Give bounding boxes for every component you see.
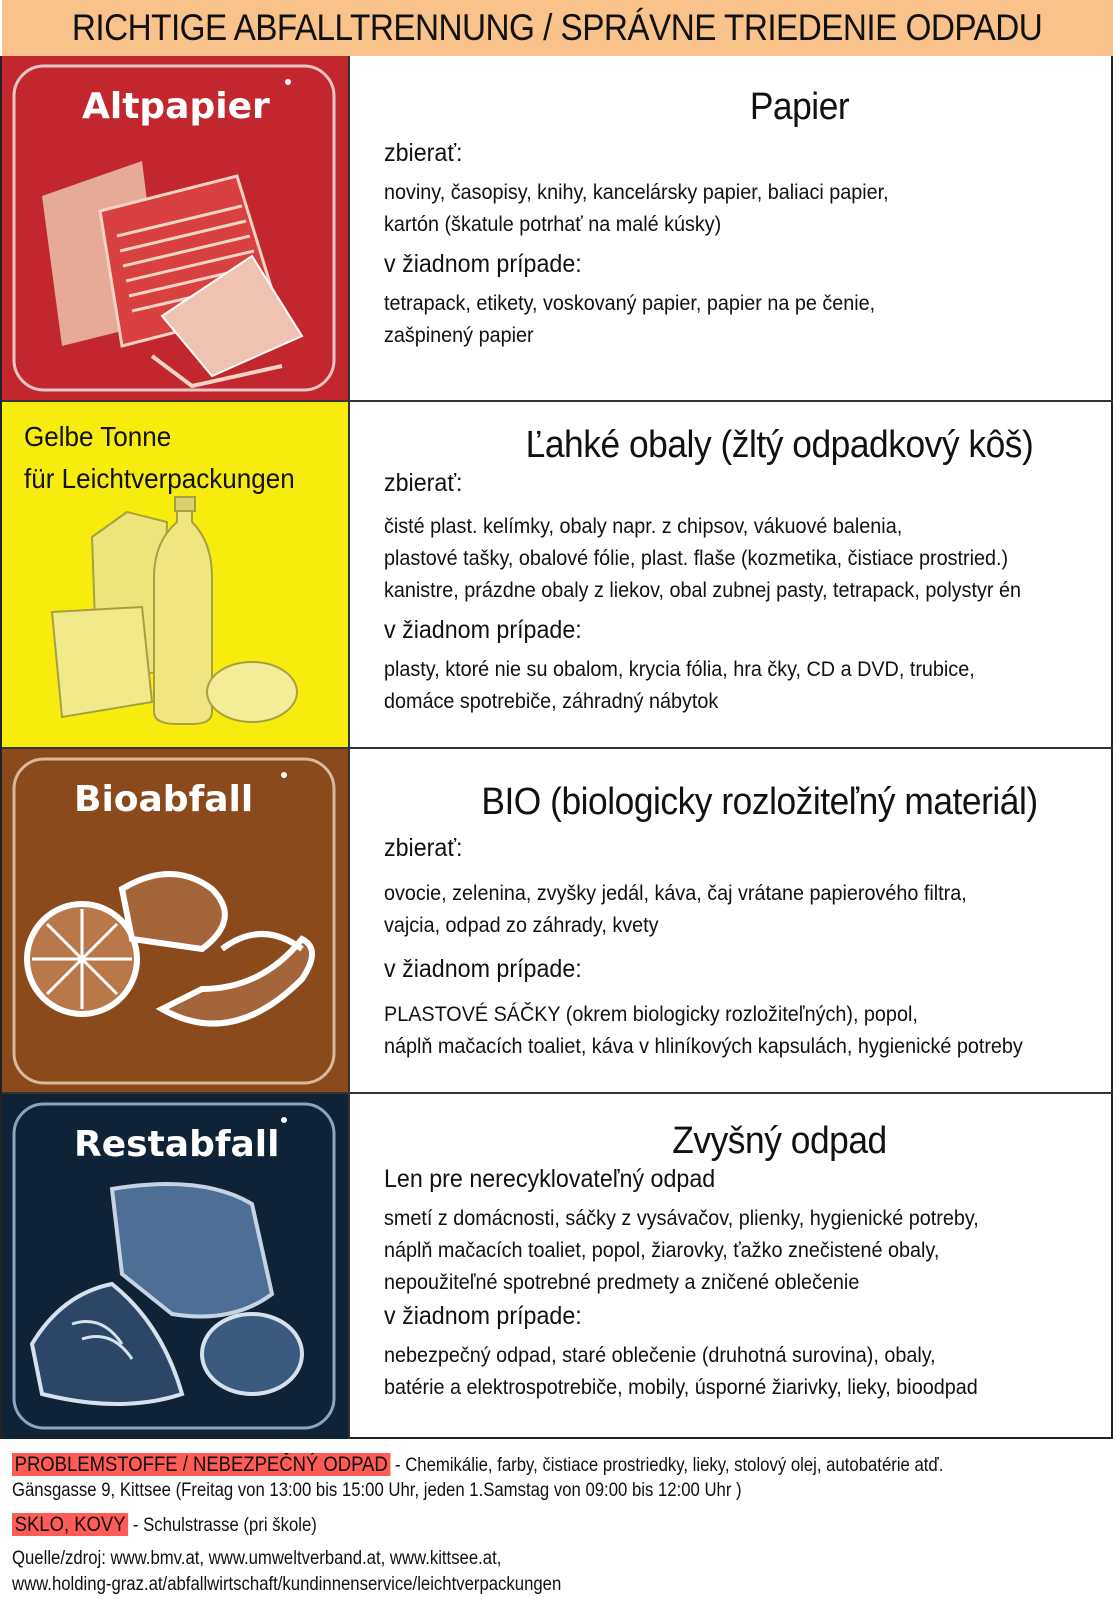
rest-never-label: v žiadnom prípade:	[384, 1302, 582, 1330]
rest-collect-label: Len pre nerecyklovateľný odpad	[384, 1165, 716, 1193]
paper-collect-label: zbierať:	[384, 139, 463, 167]
glass-line	[12, 1512, 980, 1538]
light-packaging-panel	[348, 402, 1113, 747]
bio-never-text: PLASTOVÉ SÁČKY (okrem biologicky rozložiteľných), popol, náplň mačacích toaliet, káva v hliníkových kapsulách, hygienické potreby	[384, 1002, 1023, 1058]
glass-text: - Schulstrasse (pri škole)	[128, 1515, 317, 1536]
light-packaging-collect-label: zbierať:	[384, 469, 463, 497]
paper-title: Papier	[749, 86, 850, 128]
altpapier-icon-label: Altpapier	[82, 86, 270, 127]
source-line-2: www.holding-graz.at/abfallwirtschaft/kundinnenservice/leichtverpackungen	[12, 1574, 562, 1595]
bio-collect-text: ovocie, zelenina, zvyšky jedál, káva, čaj vrátane papierového filtra, vajcia, odpad zo záhrady, kvety	[384, 881, 967, 937]
hazard-line	[12, 1452, 980, 1478]
hazard-text: - Chemikálie, farby, čistiace prostriedky, lieky, stolový olej, autobatérie atď.	[390, 1455, 944, 1476]
paper-never-label: v žiadnom prípade:	[384, 250, 582, 278]
light-packaging-never-text: plasty, ktoré nie su obalom, krycia fólia, hra čky, CD a DVD, trubice, domáce spotrebiče, záhradný nábytok	[384, 657, 975, 713]
glass-label: SKLO, KOVY	[12, 1513, 128, 1536]
bio-collect-label: zbierať:	[384, 834, 463, 862]
waste-table	[0, 56, 1113, 1439]
bioabfall-icon-label: Bioabfall	[74, 779, 254, 820]
hazard-label: PROBLEMSTOFFE / NEBEZPEČNÝ ODPAD	[12, 1453, 390, 1476]
light-packaging-row	[2, 402, 1113, 749]
footer	[12, 1452, 1112, 1598]
paper-row	[2, 56, 1113, 402]
restabfall-icon-label: Restabfall	[74, 1124, 280, 1165]
light-packaging-collect-text: čisté plast. kelímky, obaly napr. z chipsov, vákuové balenia, plastové tašky, obalové fólie, plast. flaše (kozmetika, čistiace prostried.) kanistre, prázdne obaly z liekov, obal zubnej pasty, tetrapack, polystyr én	[384, 514, 1021, 602]
bio-panel	[348, 749, 1113, 1092]
gelbe-tonne-label: Gelbe Tonne für Leichtverpackungen	[24, 421, 295, 494]
source-line-1: Quelle/zdroj: www.bmv.at, www.umweltverband.at, www.kittsee.at,	[12, 1548, 502, 1569]
plastic-bottle-icon	[2, 402, 348, 747]
hazard-address: Gänsgasse 9, Kittsee (Freitag von 13:00 bis 15:00 Uhr, jeden 1.Samstag von 09:00 bis 12:00 Uhr )	[12, 1480, 742, 1501]
rest-panel	[348, 1094, 1113, 1439]
rest-never-text: nebezpečný odpad, staré oblečenie (druhotná surovina), obaly, batérie a elektrospotrebiče, mobily, úsporné žiarivky, lieky, bioodpad	[384, 1343, 978, 1399]
light-packaging-never-label: v žiadnom prípade:	[384, 616, 582, 644]
page-title: RICHTIGE ABFALLTRENNUNG / SPRÁVNE TRIEDENIE ODPADU	[72, 7, 1043, 48]
bio-title: BIO (biologicky rozložiteľný materiál)	[481, 781, 1038, 823]
rest-collect-text: smetí z domácnosti, sáčky z vysávačov, plienky, hygienické potreby, náplň mačacích toaliet, popol, žiarovky, ťažko znečistené obaly, nepoužiteľné spotrebné predmety a zničené oblečenie	[384, 1206, 979, 1294]
shoe-diaper-icon	[2, 1094, 348, 1439]
rest-row	[2, 1094, 1113, 1439]
bio-never-label: v žiadnom prípade:	[384, 955, 582, 983]
bio-row	[2, 749, 1113, 1094]
newspaper-icon	[2, 56, 348, 400]
food-scraps-icon	[2, 749, 348, 1092]
header-bar	[2, 0, 1113, 56]
paper-never-text: tetrapack, etikety, voskovaný papier, papier na pe čenie, zašpinený papier	[384, 291, 876, 347]
light-packaging-title: Ľahké obaly (žltý odpadkový kôš)	[525, 424, 1034, 466]
paper-panel	[348, 56, 1113, 400]
paper-collect-text: noviny, časopisy, knihy, kancelársky papier, baliaci papier, kartón (škatule potrhať na malé kúsky)	[384, 180, 889, 236]
rest-title: Zvyšný odpad	[672, 1120, 887, 1162]
